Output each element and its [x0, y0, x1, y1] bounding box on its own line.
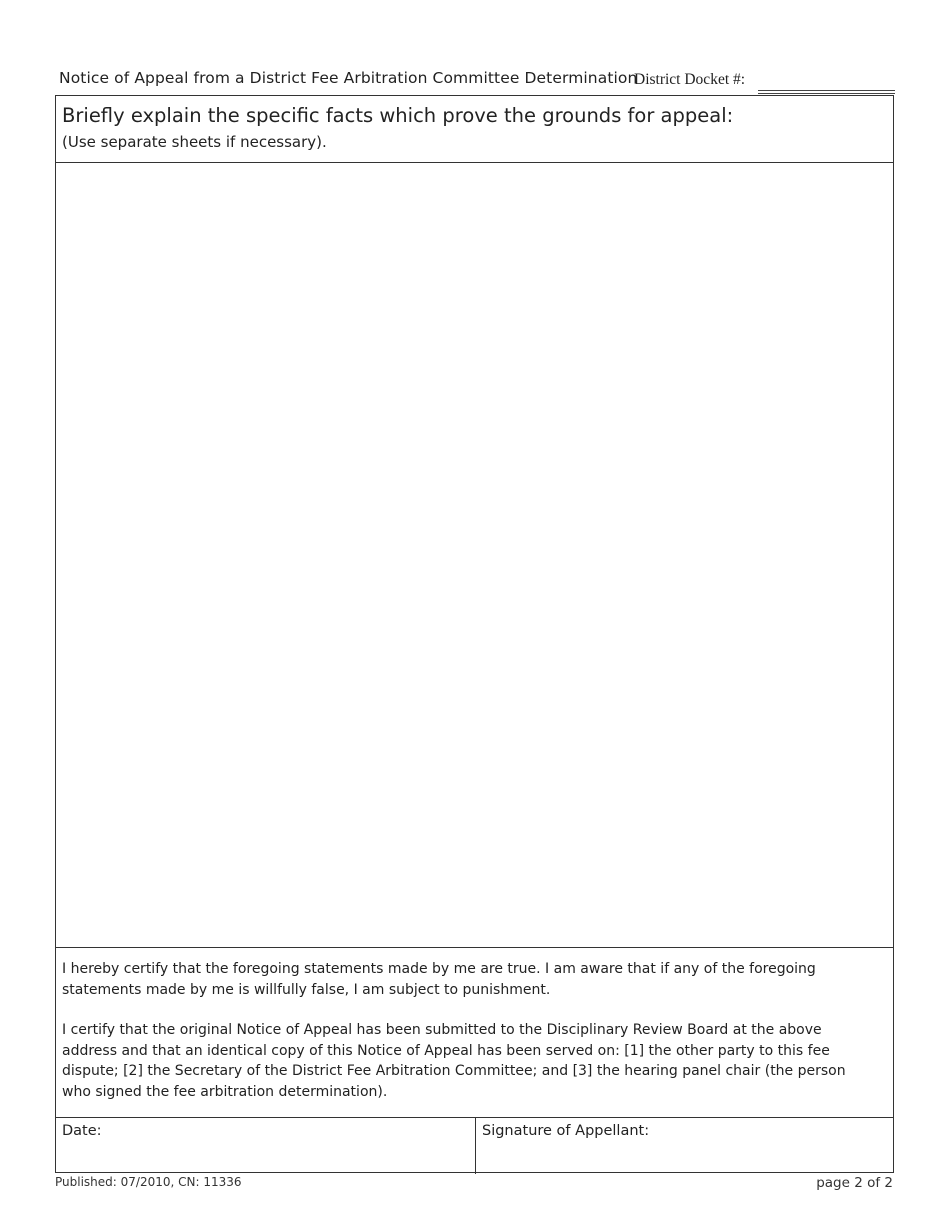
docket-label: District Docket #: [634, 71, 746, 88]
page-number: page 2 of 2 [816, 1175, 893, 1191]
certification-paragraph-1: I hereby certify that the foregoing statements made by me are true. I am aware that if any of the foregoing statements made by me is willfully false, I am subject to punishment. [62, 961, 816, 998]
signature-label: Signature of Appellant: [482, 1123, 650, 1139]
signature-field[interactable] [476, 1118, 893, 1174]
grounds-heading: Briefly explain the specific facts which prove the grounds for appeal: [62, 104, 734, 127]
certification-paragraph-2: I certify that the original Notice of Appeal has been submitted to the Disciplinary Review Board at the above address and that an identical copy of this Notice of Appeal has been served on: [1] the other party to this fee dispute; [2] the Secretary of the District Fee Arbitration Committee; and [3] the hearing panel chair (the person who signed the fee arbitration determination). [62, 1022, 846, 1100]
appeal-form [55, 95, 894, 1173]
date-field[interactable] [56, 1118, 476, 1174]
grounds-subtext: (Use separate sheets if necessary). [62, 133, 327, 151]
grounds-answer-field[interactable] [56, 163, 893, 948]
grounds-prompt [56, 96, 893, 163]
form-title: Notice of Appeal from a District Fee Arbitration Committee Determination [59, 69, 638, 87]
docket-underline [758, 93, 895, 94]
published-info: Published: 07/2010, CN: 11336 [55, 1175, 242, 1189]
docket-number-field[interactable] [758, 90, 895, 91]
signature-row [56, 1118, 893, 1174]
certification-section [56, 948, 893, 1118]
date-label: Date: [62, 1123, 102, 1139]
